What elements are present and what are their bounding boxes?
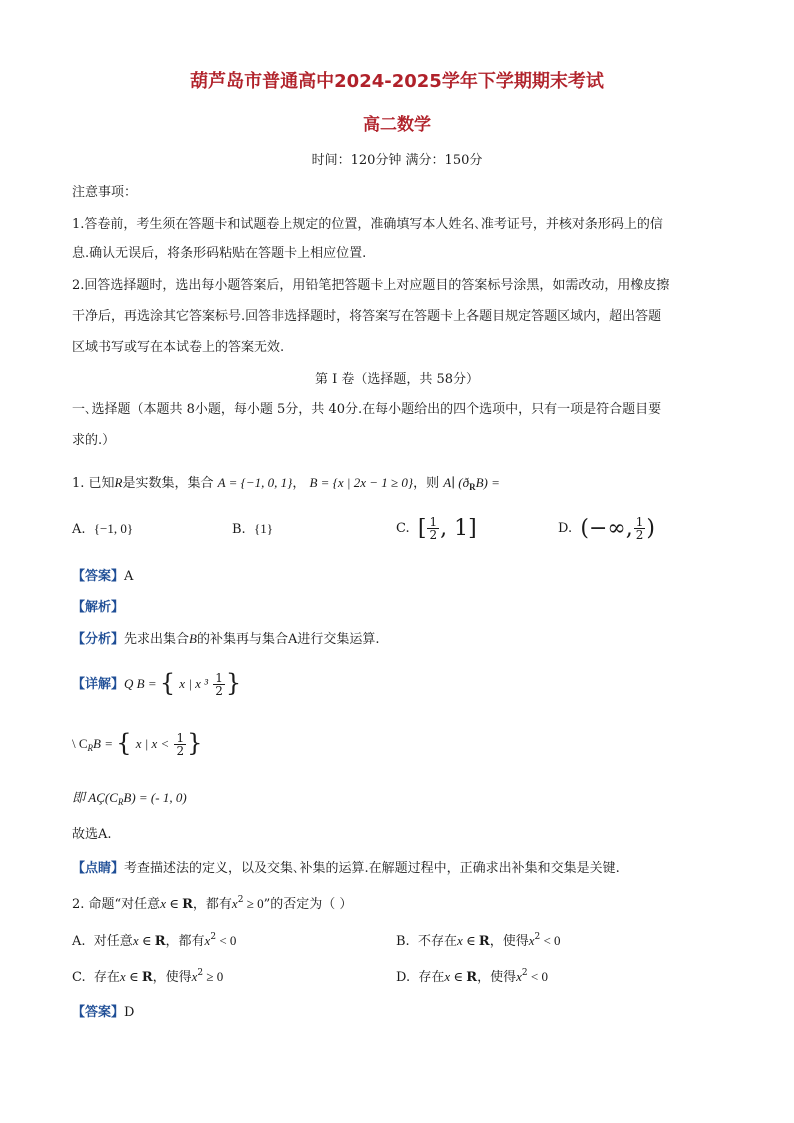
q1-expr-start: A∣ (ð — [443, 475, 470, 490]
q1-option-d-start: (−∞, — [580, 516, 633, 541]
q2-option-b-text: 不存在 — [417, 934, 457, 949]
q1-prefix: 1. 已知 — [72, 476, 115, 491]
answer-tag-q2: 【答案】 — [72, 1005, 125, 1020]
dianjing-tag: 【点睛】 — [72, 861, 125, 876]
q1-line2-set: x | x < — [135, 736, 170, 751]
left-brace-icon: { — [159, 669, 176, 697]
q2-stem-x2: x — [231, 896, 238, 911]
q1-fenxi-rest: 的补集再与集合A进行交集运算. — [196, 632, 380, 647]
q2-option-d-text: 存在 — [418, 970, 445, 985]
q1-option-c — [396, 512, 477, 546]
right-brace-icon: } — [225, 669, 242, 697]
q1-line3-start: 即 AÇ(C — [72, 790, 118, 805]
q1-option-a — [72, 520, 133, 539]
q2-option-a-text: 对任意 — [93, 934, 133, 949]
q1-conclusion: 故选A. — [72, 827, 112, 842]
q2-stem: 2. 命题“对任意x ∈ R，都有$x^2 \ge 0$”的否定为（ ） — [72, 895, 353, 912]
q2-stem-x: x — [160, 896, 166, 911]
q1-option-b-value: {1} — [253, 521, 273, 536]
right-brace-icon-2: } — [187, 729, 203, 757]
notice-item2-line1: 2.回答选择题时，选出每小题答案后，用铅笔把答题卡上对应题目的答案标号涂黑，如需改动，用橡皮擦 — [72, 278, 670, 293]
q2-stem-in: ∈ — [165, 896, 183, 911]
q1-detail-den: 2 — [215, 684, 223, 698]
q2-option-d-mid: ，使得 — [477, 970, 517, 985]
q1-option-d-label: D. — [558, 521, 573, 536]
q1-mid2: ，则 — [413, 476, 440, 491]
q1-dianjing — [72, 860, 620, 878]
q1-option-a-value: {−1, 0} — [93, 521, 134, 536]
notice-item2-line2: 干净后，再选涂其它答案标号.回答非选择题时，将答案写在答题卡上各题目规定答题区域内，超出答题 — [72, 309, 662, 324]
q1-option-c-bracket: [ — [417, 516, 427, 541]
q1-comma: ， — [292, 476, 306, 491]
analysis-tag: 【解析】 — [72, 600, 125, 615]
q1-option-d-den: 2 — [635, 528, 644, 542]
q1-answer — [72, 568, 133, 586]
q1-set-b: B = {x | 2x − 1 ≥ 0} — [309, 475, 414, 490]
q2-option-d: D. 存在x ∈ R，使得$x^2 < 0$ — [396, 968, 548, 985]
q1-detail-complement: Q B = — [124, 676, 160, 691]
notice-item1-line1: 1.答卷前，考生须在答题卡和试题卷上规定的位置，准确填写本人姓名､准考证号，并核对条形码上的信 — [72, 217, 663, 232]
q1-expr-end: B) = — [475, 475, 500, 490]
notice-item1-line2: 息.确认无误后，将条形码粘贴在答题卡上相应位置. — [72, 246, 367, 261]
q1-analysis-tag — [72, 599, 124, 617]
left-brace-icon-2: { — [116, 729, 132, 757]
notice-item2-line3: 区域书写或写在本试卷上的答案无效. — [72, 340, 285, 355]
q1-option-c-num: 1 — [429, 515, 438, 529]
q1-option-c-den: 2 — [429, 528, 438, 542]
section-heading-line1: 一､选择题（本题共 8小题，每小题 5分，共 40分.在每小题给出的四个选项中，只有一项是符合题目要 — [72, 402, 662, 417]
q1-option-c-label: C. — [396, 521, 410, 536]
q1-line2-mid: B = — [93, 736, 117, 751]
q2-option-a: A. 对任意x ∈ R，都有$x^2 < 0$ — [72, 932, 237, 949]
q1-detail-line2 — [72, 726, 202, 763]
detail-tag: 【详解】 — [72, 677, 125, 692]
q2-stem-pre: 2. 命题“对任意 — [72, 897, 161, 912]
q1-detail-num: 1 — [215, 671, 223, 685]
q1-option-d-num: 1 — [635, 515, 644, 529]
q1-detail-fraction — [213, 672, 225, 697]
q1-line2-fraction — [174, 732, 186, 757]
q1-option-c-fraction — [427, 516, 439, 541]
q1-line3-end: B) = (- 1, 0) — [123, 790, 187, 805]
q1-line2-num: 1 — [176, 731, 185, 745]
q1-detail-line3 — [72, 789, 187, 808]
q1-option-d-end: ) — [646, 516, 655, 541]
q2-option-b: B. 不存在x ∈ R，使得$x^2 < 0$ — [396, 932, 561, 949]
q2-stem-mid: ，都有 — [192, 897, 232, 912]
q2-option-c: C. 存在x ∈ R，使得$x^2 \ge 0$ — [72, 968, 224, 985]
q1-set-a: A = {−1, 0, 1} — [217, 475, 293, 490]
q1-detail-set: x | x ³ — [179, 676, 209, 691]
q1-option-a-label: A. — [72, 522, 86, 537]
q1-dianjing-text: 考查描述法的定义，以及交集､补集的运算.在解题过程中，正确求出补集和交集是关键. — [124, 861, 620, 876]
q1-R: R — [114, 475, 123, 490]
q1-option-c-end: , 1] — [440, 516, 477, 541]
q2-answer — [72, 1004, 134, 1022]
q1-detail-line1 — [72, 666, 241, 703]
part1-heading: 第 I 卷（选择题，共 58分） — [314, 372, 480, 387]
q1-option-d-fraction — [634, 516, 646, 541]
q1-fenxi-b: B — [189, 631, 197, 646]
q1-fenxi-text: 先求出集合 — [124, 632, 190, 647]
q1-stem — [72, 474, 500, 493]
notice-heading: 注意事项： — [72, 185, 138, 200]
q2-option-c-label: C. — [72, 970, 86, 985]
q2-option-b-ineq: < 0 — [540, 933, 561, 948]
q2-option-c-mid: ，使得 — [152, 970, 192, 985]
q1-line2-den: 2 — [176, 744, 185, 758]
q1-expr-sub: R — [469, 482, 476, 492]
section-heading-line2: 求的.） — [72, 433, 116, 448]
q1-mid1: 是实数集，集合 — [122, 476, 214, 491]
q2-option-c-ineq: ≥ 0 — [203, 969, 224, 984]
q2-option-a-label: A. — [72, 934, 86, 949]
q2-option-d-ineq: < 0 — [527, 969, 548, 984]
q1-line3-sub: R — [117, 797, 124, 807]
fenxi-tag: 【分析】 — [72, 632, 125, 647]
q1-option-b — [232, 520, 273, 539]
q1-option-d — [558, 512, 655, 546]
q2-stem-r: R — [182, 897, 193, 912]
q2-stem-ineq: ≥ 0 — [243, 896, 264, 911]
q1-option-b-label: B. — [232, 522, 246, 537]
exam-title: 葫芦岛市普通高中2024-2025学年下学期期末考试 — [190, 71, 604, 92]
q1-fenxi — [72, 630, 380, 649]
q1-answer-value: A — [124, 569, 134, 584]
q2-option-c-text: 存在 — [93, 970, 120, 985]
q1-line2-prefix: \ C — [72, 736, 88, 751]
q1-line2-sub: R — [87, 743, 94, 753]
q2-option-b-mid: ，使得 — [489, 934, 529, 949]
q2-option-b-label: B. — [396, 934, 410, 949]
subject-title: 高二数学 — [363, 115, 431, 135]
time-info: 时间：120分钟 满分：150分 — [311, 153, 483, 168]
q2-answer-value: D — [124, 1005, 135, 1020]
q1-expression — [443, 475, 500, 490]
q2-stem-post: ”的否定为（ ） — [263, 897, 353, 912]
q2-option-a-mid: ，都有 — [165, 934, 205, 949]
q2-option-a-ineq: < 0 — [216, 933, 237, 948]
q2-option-d-label: D. — [396, 970, 411, 985]
answer-tag: 【答案】 — [72, 569, 125, 584]
